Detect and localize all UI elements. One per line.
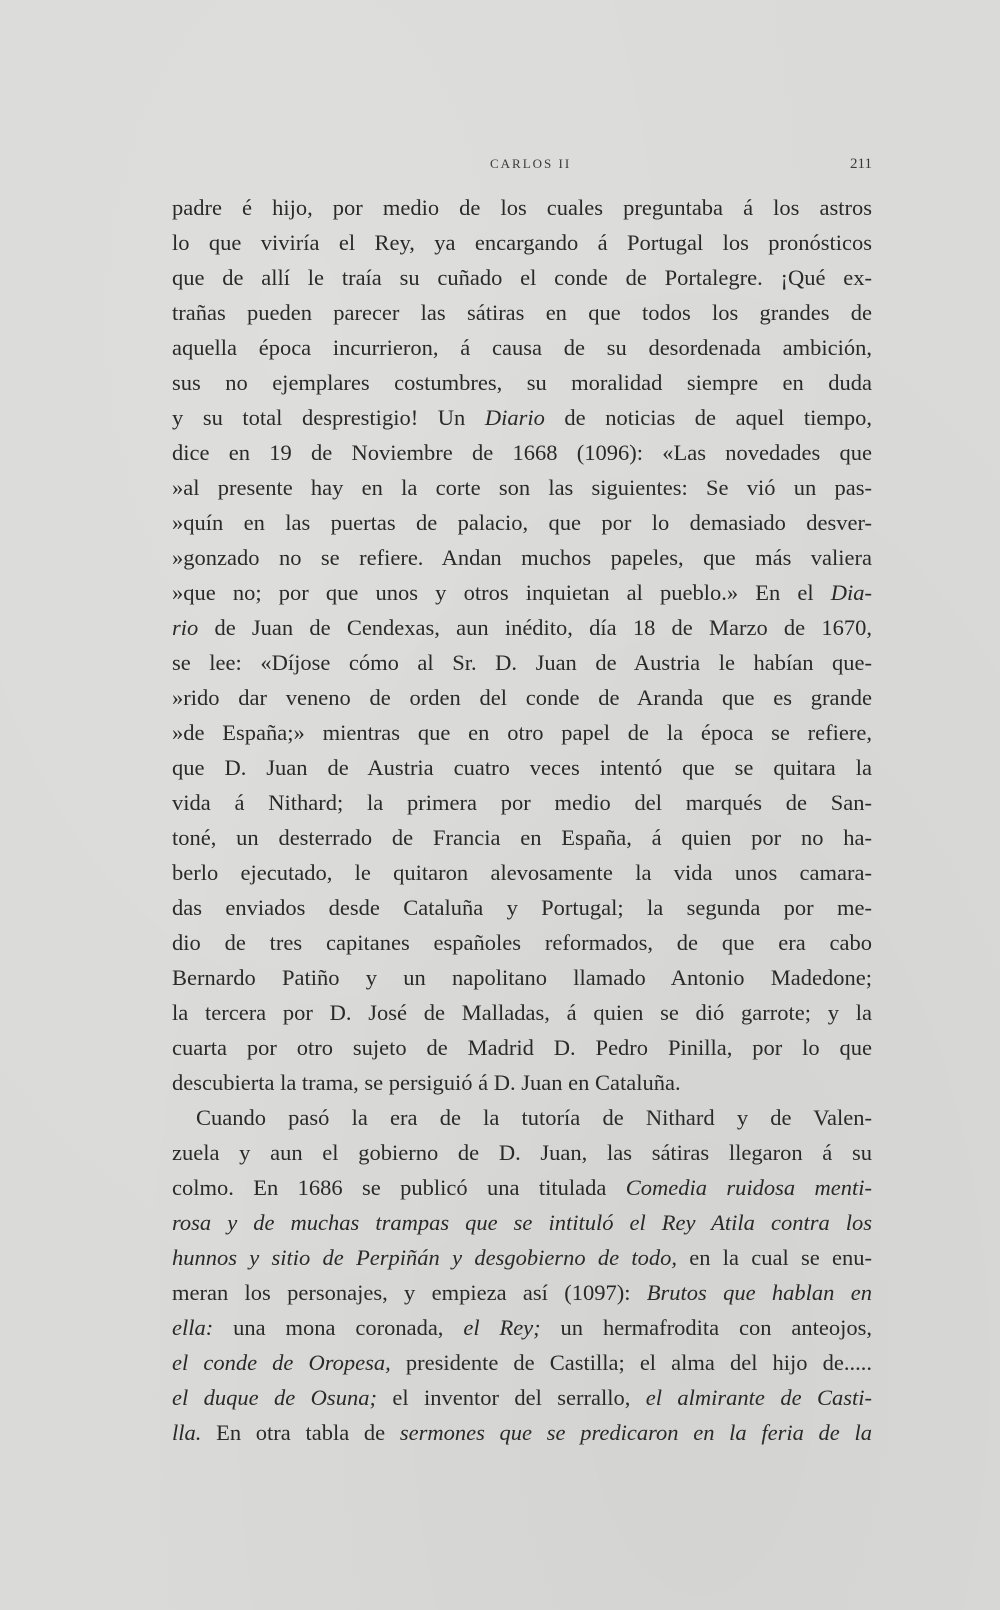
text-line	[172, 260, 872, 295]
text-line	[172, 365, 872, 400]
text-segment: colmo. En 1686 se publicó una titulada	[172, 1175, 626, 1200]
text-segment: una mona coronada,	[213, 1315, 464, 1340]
text-segment: Cuando pasó la era de la tutoría de Nithard y de Valen-	[196, 1105, 872, 1130]
italic-text: Diario	[484, 405, 545, 430]
text-segment: la tercera por D. José de Malladas, á quien se dió garrote; y la	[172, 1000, 872, 1025]
page-number: 211	[850, 156, 872, 172]
italic-text: el conde de Oropesa,	[172, 1350, 391, 1375]
text-segment: »de España;» mientras que en otro papel de la época se refiere,	[172, 720, 872, 745]
text-segment: sus no ejemplares costumbres, su moralidad siempre en duda	[172, 370, 872, 395]
text-line	[172, 855, 872, 890]
text-line	[172, 575, 872, 610]
text-line	[172, 330, 872, 365]
text-segment: el inventor del serrallo,	[376, 1385, 646, 1410]
text-segment: Bernardo Patiño y un napolitano llamado Antonio Madedone;	[172, 965, 872, 990]
text-segment: toné, un desterrado de Francia en España, á quien por no ha-	[172, 825, 872, 850]
text-line	[172, 645, 872, 680]
text-line	[172, 750, 872, 785]
text-line	[172, 715, 872, 750]
text-segment: »que no; por que unos y otros inquietan al pueblo.» En el	[172, 580, 831, 605]
text-segment: berlo ejecutado, le quitaron alevosamente la vida unos camara-	[172, 860, 872, 885]
italic-text: ella:	[172, 1315, 214, 1340]
text-line	[172, 820, 872, 855]
italic-text: Comedia ruidosa menti-	[625, 1175, 872, 1200]
text-line	[172, 680, 872, 715]
text-line	[172, 435, 872, 470]
text-segment: padre é hijo, por medio de los cuales preguntaba á los astros	[172, 195, 872, 220]
text-segment: »al presente hay en la corte son las siguientes: Se vió un pas-	[172, 475, 872, 500]
italic-text: el Rey;	[463, 1315, 541, 1340]
text-segment: se lee: «Díjose cómo al Sr. D. Juan de Austria le habían que-	[172, 650, 872, 675]
text-line	[172, 785, 872, 820]
text-segment: trañas pueden parecer las sátiras en que todos los grandes de	[172, 300, 872, 325]
text-line	[172, 225, 872, 260]
text-segment: que D. Juan de Austria cuatro veces intentó que se quitara la	[172, 755, 872, 780]
text-line	[172, 925, 872, 960]
italic-text: Brutos que hablan en	[646, 1280, 872, 1305]
text-line	[172, 400, 872, 435]
text-line	[172, 1310, 872, 1345]
text-segment: dice en 19 de Noviembre de 1668 (1096): «Las novedades que	[172, 440, 872, 465]
text-segment: aquella época incurrieron, á causa de su desordenada ambición,	[172, 335, 872, 360]
text-segment: En otra tabla de	[201, 1420, 400, 1445]
text-line	[172, 540, 872, 575]
text-line	[172, 470, 872, 505]
text-line	[172, 1170, 872, 1205]
text-segment: vida á Nithard; la primera por medio del marqués de San-	[172, 790, 872, 815]
text-line	[172, 1205, 872, 1240]
text-line	[172, 190, 872, 225]
text-segment: y su total desprestigio! Un	[172, 405, 485, 430]
text-line	[172, 1415, 872, 1450]
body-text	[172, 190, 872, 1450]
italic-text: Dia-	[830, 580, 872, 605]
text-segment: meran los personajes, y empieza así (1097):	[172, 1280, 647, 1305]
italic-text: sermones que se predicaron en la feria de la	[399, 1420, 873, 1445]
italic-text: el almirante de Casti-	[645, 1385, 872, 1410]
text-line	[172, 1275, 872, 1310]
text-segment: cuarta por otro sujeto de Madrid D. Pedro Pinilla, por lo que	[172, 1035, 872, 1060]
italic-text: el duque de Osuna;	[172, 1385, 377, 1410]
text-segment: zuela y aun el gobierno de D. Juan, las sátiras llegaron á su	[172, 1140, 872, 1165]
text-line	[172, 960, 872, 995]
running-title: CARLOS II	[490, 156, 572, 171]
text-segment: que de allí le traía su cuñado el conde de Portalegre. ¡Qué ex-	[172, 265, 872, 290]
text-segment: »quín en las puertas de palacio, que por lo demasiado desver-	[172, 510, 872, 535]
italic-text: hunnos y sitio de Perpiñán y desgobierno de todo,	[172, 1245, 677, 1270]
text-line	[172, 1100, 872, 1135]
text-line	[172, 1240, 872, 1275]
text-segment: »gonzado no se refiere. Andan muchos papeles, que más valiera	[172, 545, 872, 570]
italic-text: rio	[172, 615, 199, 640]
text-line	[172, 1380, 872, 1415]
text-segment: un hermafrodita con anteojos,	[540, 1315, 872, 1340]
text-segment: descubierta la trama, se persiguió á D. Juan en Cataluña.	[172, 1070, 681, 1095]
text-line	[172, 1135, 872, 1170]
text-segment: de Juan de Cendexas, aun inédito, día 18 de Marzo de 1670,	[198, 615, 872, 640]
text-line	[172, 1065, 872, 1100]
text-line	[172, 505, 872, 540]
italic-text: lla.	[172, 1420, 202, 1445]
text-segment: »rido dar veneno de orden del conde de Aranda que es grande	[172, 685, 872, 710]
text-segment: lo que viviría el Rey, ya encargando á Portugal los pronósticos	[172, 230, 872, 255]
text-segment: en la cual se enu-	[676, 1245, 872, 1270]
text-segment: presidente de Castilla; el alma del hijo de.....	[390, 1350, 872, 1375]
text-segment: das enviados desde Cataluña y Portugal; la segunda por me-	[172, 895, 872, 920]
text-line	[172, 1030, 872, 1065]
italic-text: rosa y de muchas trampas que se intituló el Rey Atila contra los	[172, 1210, 872, 1235]
text-segment: de noticias de aquel tiempo,	[544, 405, 872, 430]
text-line	[172, 890, 872, 925]
text-line	[172, 1345, 872, 1380]
text-segment: dio de tres capitanes españoles reformados, de que era cabo	[172, 930, 872, 955]
running-head	[172, 156, 872, 176]
text-line	[172, 995, 872, 1030]
text-line	[172, 295, 872, 330]
text-line	[172, 610, 872, 645]
